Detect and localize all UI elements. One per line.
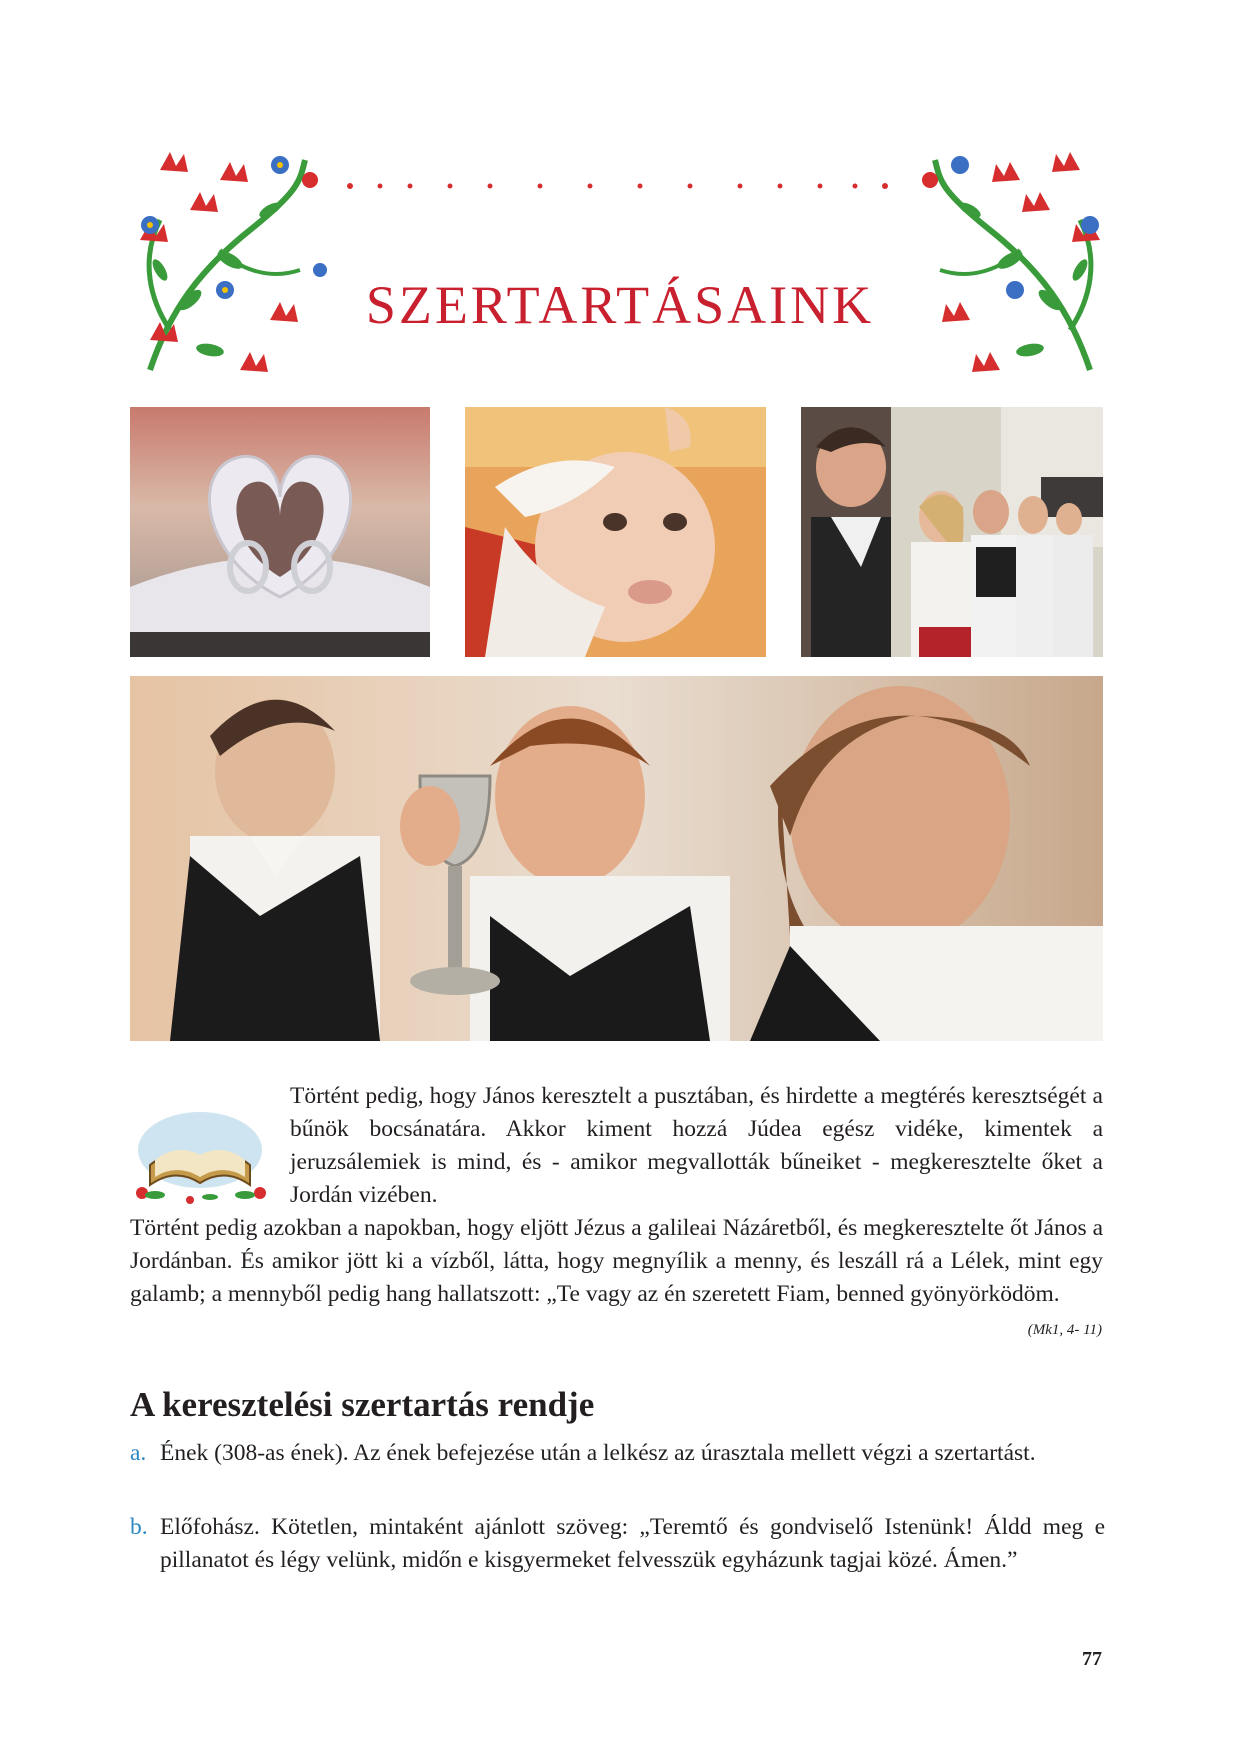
photo-baptism bbox=[465, 407, 766, 657]
list-item bbox=[130, 1437, 1105, 1470]
list-item-text: Ének (308-as ének). Az ének befejezése után a lelkész az úrasztala mellett végzi a szertartást. bbox=[160, 1440, 1036, 1466]
photo-wedding-rings bbox=[130, 407, 430, 657]
photo-communion bbox=[130, 676, 1103, 1041]
list-item-text: Előfohász. Kötetlen, mintaként ajánlott szöveg: „Teremtő és gondviselő Istenünk! Áldd meg e pillanatot és légy velünk, midőn e kisgyermeket felvesszük egyházunk tagjai közé. Ámen.” bbox=[160, 1514, 1105, 1573]
photo-confirmation bbox=[801, 407, 1103, 657]
page-number: 77 bbox=[1082, 1648, 1102, 1670]
dotted-divider-icon bbox=[340, 180, 900, 192]
scripture-text-2: Történt pedig azokban a napokban, hogy eljött Jézus a galileai Názáretből, és megkeresztelte őt János a Jordánban. És amikor jött ki a vízből, látta, hogy megnyílik a menny, és leszáll rá a Lélek, mint egy galamb; a mennyből pedig hang hallatszott: „Te vagy az én szeretett Fiam, benned gyönyörködöm. bbox=[130, 1215, 1103, 1307]
citation: (Mk1, 4- 11) bbox=[1027, 1322, 1102, 1338]
scripture-text-1: Történt pedig, hogy János keresztelt a pusztában, és hirdette a megtérés keresztségét a bűnök bocsánatára. Akkor kiment hozzá Júdea egész vidéke, kimentek a jeruzsálemiek is mind, és - amikor megvallották bűneiket - megkeresztelte őket a Jordán vizében. bbox=[290, 1083, 1103, 1208]
floral-ornament-right-icon bbox=[880, 150, 1110, 390]
list-marker: b. bbox=[130, 1514, 148, 1540]
section-heading: A keresztelési szertartás rendje bbox=[130, 1385, 595, 1424]
page-title: SZERTARTÁSAINK bbox=[365, 275, 875, 336]
list-item bbox=[130, 1511, 1105, 1577]
floral-ornament-left-icon bbox=[130, 150, 360, 390]
scripture-para-2 bbox=[130, 1212, 1103, 1311]
open-book-icon bbox=[130, 1105, 270, 1205]
list-marker: a. bbox=[130, 1440, 147, 1466]
scripture-para-1 bbox=[290, 1080, 1103, 1212]
